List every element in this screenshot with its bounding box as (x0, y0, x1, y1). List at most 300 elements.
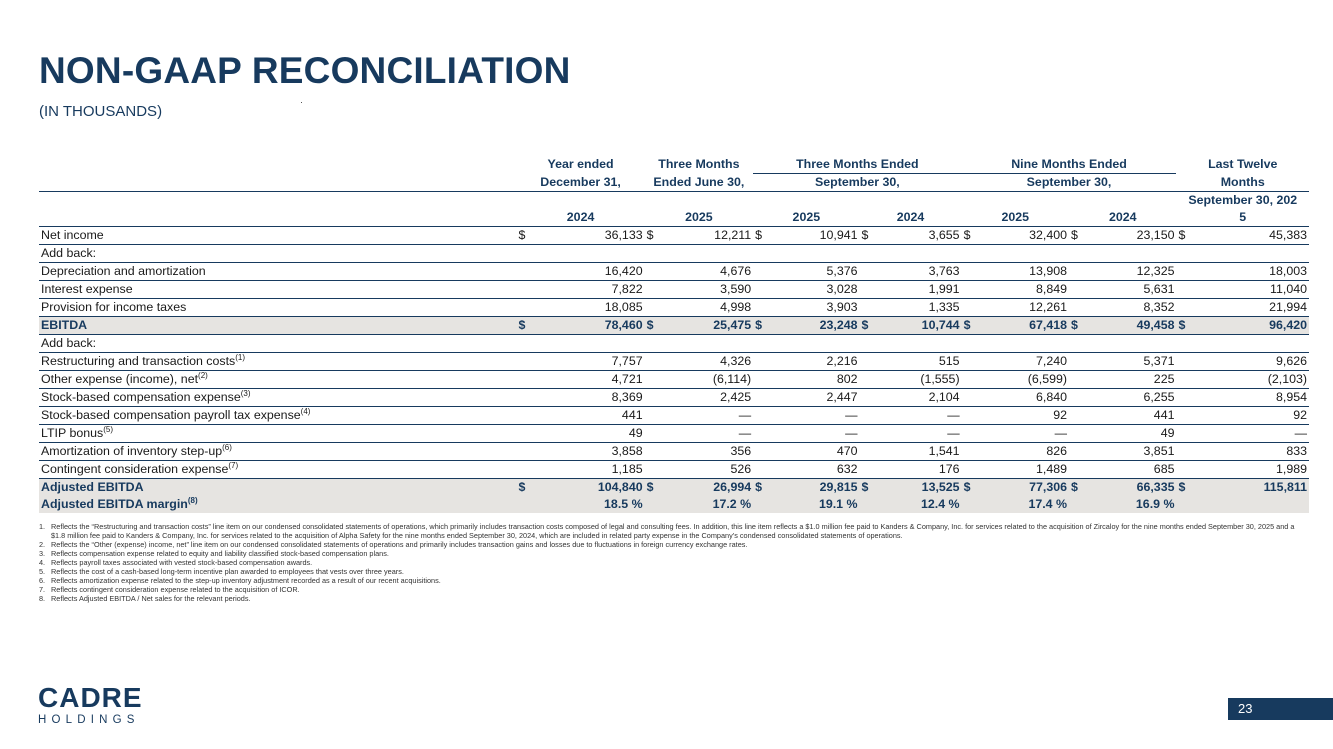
cell-value: 104,840 (540, 479, 644, 497)
table-row (39, 335, 1309, 353)
cell-value: 10,941 (777, 227, 859, 245)
currency-symbol (860, 425, 884, 443)
currency-symbol (962, 461, 986, 479)
currency-symbol (1176, 371, 1200, 389)
currency-symbol (860, 389, 884, 407)
cell-value: 6,840 (985, 389, 1069, 407)
currency-symbol: $ (860, 479, 884, 497)
col-subheader-ltm: Months (1176, 174, 1309, 192)
currency-symbol (1069, 496, 1093, 513)
row-label: Interest expense (39, 281, 517, 299)
currency-symbol (1069, 371, 1093, 389)
table-row (39, 245, 1309, 263)
cell-value: 21,994 (1200, 299, 1309, 317)
currency-symbol (860, 281, 884, 299)
cell-value: 3,763 (883, 263, 961, 281)
row-label: EBITDA (39, 317, 517, 335)
decorative-dot (301, 102, 302, 103)
logo-subtext: HOLDINGS (38, 714, 140, 726)
footnote-text: Reflects the cost of a cash-based long-term incentive plan awarded to employees that vests over three years. (51, 567, 404, 576)
cell-value: — (777, 407, 859, 425)
footnote-number: 1. (39, 522, 46, 531)
cell-value: 526 (668, 461, 753, 479)
footnote-text: Reflects Adjusted EBITDA / Net sales for the relevant periods. (51, 594, 251, 603)
cell-value: 826 (985, 443, 1069, 461)
currency-symbol (1069, 425, 1093, 443)
currency-symbol (645, 299, 669, 317)
currency-symbol (1069, 461, 1093, 479)
currency-symbol: $ (962, 227, 986, 245)
table-row (39, 227, 1309, 245)
currency-symbol (1176, 245, 1200, 263)
row-label: Add back: (39, 335, 517, 353)
cell-value: 3,590 (668, 281, 753, 299)
currency-symbol: $ (517, 317, 541, 335)
cell-value: 66,335 (1093, 479, 1177, 497)
col-subheader-three-months: September 30, (753, 174, 961, 192)
currency-symbol (860, 299, 884, 317)
currency-symbol: $ (1069, 227, 1093, 245)
cell-value (883, 335, 961, 353)
cell-value: 2,447 (777, 389, 859, 407)
currency-symbol (860, 263, 884, 281)
cell-value: 29,815 (777, 479, 859, 497)
currency-symbol: $ (1176, 227, 1200, 245)
currency-symbol: $ (645, 317, 669, 335)
footnote-number: 4. (39, 558, 46, 567)
cell-value: 77,306 (985, 479, 1069, 497)
cell-value (777, 335, 859, 353)
footnote-text: Reflects payroll taxes associated with vested stock-based compensation awards. (51, 558, 313, 567)
cell-value: (6,114) (668, 371, 753, 389)
cell-value: 115,811 (1200, 479, 1309, 497)
cell-value: — (1200, 425, 1309, 443)
cell-value: 356 (668, 443, 753, 461)
cell-value: 6,255 (1093, 389, 1177, 407)
cell-value: 9,626 (1200, 353, 1309, 371)
currency-symbol: $ (517, 227, 541, 245)
currency-symbol (1176, 299, 1200, 317)
table-row (39, 353, 1309, 371)
cell-value (985, 335, 1069, 353)
currency-symbol (962, 263, 986, 281)
page-subtitle: (IN THOUSANDS) (39, 103, 163, 120)
currency-symbol (962, 443, 986, 461)
cell-value: 4,676 (668, 263, 753, 281)
cell-value: (1,555) (883, 371, 961, 389)
currency-symbol (645, 389, 669, 407)
currency-symbol (517, 353, 541, 371)
cell-value: 25,475 (668, 317, 753, 335)
row-label: Amortization of inventory step-$up^{(6)}$ (39, 443, 517, 461)
cell-value: — (668, 425, 753, 443)
currency-symbol (753, 353, 777, 371)
currency-symbol (860, 443, 884, 461)
col-subheader-nine-months: September 30, (962, 174, 1177, 192)
cell-value (1200, 496, 1309, 513)
row-label: Adjusted EBITDA margin$^{(8)}$ (39, 496, 517, 513)
currency-symbol (1176, 353, 1200, 371)
cell-value: 1,335 (883, 299, 961, 317)
currency-symbol (517, 425, 541, 443)
col-header-fy2024: Year ended (547, 157, 614, 172)
currency-symbol (517, 335, 541, 353)
cell-value: 5,631 (1093, 281, 1177, 299)
currency-symbol (860, 461, 884, 479)
cell-value: 8,352 (1093, 299, 1177, 317)
cell-value: 441 (540, 407, 644, 425)
currency-symbol (645, 443, 669, 461)
currency-symbol (1176, 263, 1200, 281)
currency-symbol (962, 389, 986, 407)
cell-value: 92 (985, 407, 1069, 425)
cell-value: 18,085 (540, 299, 644, 317)
row-label: Stock-based compensation payroll tax expense$^{(4)}$ (39, 407, 517, 425)
cell-value: 23,150 (1093, 227, 1177, 245)
cell-value: (2,103) (1200, 371, 1309, 389)
cell-value: 632 (777, 461, 859, 479)
cell-value: 16.9 % (1093, 496, 1177, 513)
col-subheader-q2-2025: Ended June 30, (645, 174, 754, 192)
currency-symbol: $ (860, 317, 884, 335)
currency-symbol (645, 496, 669, 513)
cell-value: 3,851 (1093, 443, 1177, 461)
currency-symbol (1176, 496, 1200, 513)
row-label: Add back: (39, 245, 517, 263)
col-header-q2-2025: Three Months (658, 157, 740, 172)
currency-symbol (645, 425, 669, 443)
currency-symbol (517, 371, 541, 389)
currency-symbol (1069, 299, 1093, 317)
currency-symbol (860, 407, 884, 425)
currency-symbol (753, 461, 777, 479)
cell-value: — (668, 407, 753, 425)
currency-symbol (1176, 407, 1200, 425)
col-year-c2: 2025 (645, 192, 754, 227)
cell-value: 12,261 (985, 299, 1069, 317)
currency-symbol (645, 353, 669, 371)
footnote-item (39, 576, 1301, 585)
cell-value: 4,721 (540, 371, 644, 389)
currency-symbol: $ (1176, 479, 1200, 497)
col-header-nine-months: Nine Months Ended (962, 156, 1177, 174)
footnote-text: Reflects the “Restructuring and transaction costs” line item on our condensed consolidated statements of operations, which primarily includes transaction costs composed of legal and consulting fees. In addition, this line item reflects a $1.0 million fee paid to Kanders & Company, Inc. for services related to the acquisition of Zircaloy for the nine months ended September 30, 2025 and a $1.8 million fee paid to Kanders & Company, Inc. for services related to the acquisition of Alpha Safety for the nine months ended September 30, 2024, which are included in related party expense in the Company’s condensed consolidated statements of operations. (51, 522, 1295, 540)
cell-value: — (883, 407, 961, 425)
currency-symbol: $ (1069, 479, 1093, 497)
cell-value: — (985, 425, 1069, 443)
cell-value (1200, 335, 1309, 353)
cell-value (1093, 245, 1177, 263)
cell-value: 8,369 (540, 389, 644, 407)
cell-value: 12,325 (1093, 263, 1177, 281)
currency-symbol (1069, 353, 1093, 371)
cell-value: 10,744 (883, 317, 961, 335)
currency-symbol (860, 496, 884, 513)
footnote-item (39, 522, 1301, 540)
row-label: Stock-based compensation expense$^{(3)}$ (39, 389, 517, 407)
currency-symbol (517, 461, 541, 479)
currency-symbol (645, 461, 669, 479)
col-year-c1: 2024 (517, 192, 645, 227)
company-logo (38, 684, 148, 726)
cell-value: 685 (1093, 461, 1177, 479)
cell-value: 2,216 (777, 353, 859, 371)
footnote-item (39, 540, 1301, 549)
footnote-text: Reflects amortization expense related to the step-up inventory adjustment recorded as a result of our recent acquisitions. (51, 576, 441, 585)
currency-symbol (753, 335, 777, 353)
currency-symbol (962, 353, 986, 371)
currency-symbol (753, 299, 777, 317)
table-row (39, 461, 1309, 479)
currency-symbol (1069, 389, 1093, 407)
cell-value: 49 (1093, 425, 1177, 443)
cell-value: 441 (1093, 407, 1177, 425)
cell-value: — (777, 425, 859, 443)
cell-value: 3,858 (540, 443, 644, 461)
row-label: Depreciation and amortization (39, 263, 517, 281)
currency-symbol (1069, 335, 1093, 353)
cell-value: 7,757 (540, 353, 644, 371)
cell-value: 92 (1200, 407, 1309, 425)
currency-symbol (1176, 443, 1200, 461)
cell-value: 470 (777, 443, 859, 461)
currency-symbol (753, 263, 777, 281)
currency-symbol (1176, 335, 1200, 353)
footnote-number: 6. (39, 576, 46, 585)
cell-value: 45,383 (1200, 227, 1309, 245)
cell-value: 49,458 (1093, 317, 1177, 335)
currency-symbol (753, 371, 777, 389)
currency-symbol (517, 263, 541, 281)
footnotes (39, 522, 1301, 603)
currency-symbol: $ (753, 227, 777, 245)
currency-symbol (1176, 389, 1200, 407)
footnote-item (39, 567, 1301, 576)
cell-value: 8,849 (985, 281, 1069, 299)
table-row (39, 443, 1309, 461)
currency-symbol (1069, 407, 1093, 425)
cell-value: 833 (1200, 443, 1309, 461)
footnote-text: Reflects the “Other (expense) income, net” line item on our condensed consolidated statements of operations and primarily includes transaction gains and losses due to fluctuations in foreign currency exchange rates. (51, 540, 748, 549)
cell-value: 12,211 (668, 227, 753, 245)
cell-value: 19.1 % (777, 496, 859, 513)
table-row (39, 299, 1309, 317)
currency-symbol: $ (517, 479, 541, 497)
cell-value: 1,541 (883, 443, 961, 461)
cell-value: 7,822 (540, 281, 644, 299)
cell-value: 4,998 (668, 299, 753, 317)
currency-symbol (962, 371, 986, 389)
cell-value (540, 245, 644, 263)
currency-symbol: $ (860, 227, 884, 245)
currency-symbol (753, 389, 777, 407)
page-number: 23 (1228, 698, 1333, 720)
footnote-text: Reflects compensation expense related to equity and liability classified stock-based compensation plans. (51, 549, 389, 558)
cell-value: 17.2 % (668, 496, 753, 513)
currency-symbol: $ (962, 479, 986, 497)
cell-value: 4,326 (668, 353, 753, 371)
row-label: Net income (39, 227, 517, 245)
cell-value: 3,028 (777, 281, 859, 299)
currency-symbol (860, 335, 884, 353)
col-year-c3: 2025 (753, 192, 859, 227)
col-year-c6: 2024 (1069, 192, 1176, 227)
currency-symbol (1176, 281, 1200, 299)
footnote-item (39, 594, 1301, 603)
cell-value: 18,003 (1200, 263, 1309, 281)
cell-value: 1,989 (1200, 461, 1309, 479)
cell-value: — (883, 425, 961, 443)
col-header-ltm: Last Twelve (1208, 157, 1278, 172)
footnote-item (39, 549, 1301, 558)
cell-value: 49 (540, 425, 644, 443)
cell-value (985, 245, 1069, 263)
currency-symbol (517, 496, 541, 513)
cell-value: 32,400 (985, 227, 1069, 245)
cell-value (883, 245, 961, 263)
currency-symbol: $ (645, 227, 669, 245)
currency-symbol (645, 281, 669, 299)
footnote-number: 3. (39, 549, 46, 558)
currency-symbol (860, 371, 884, 389)
table-row (39, 496, 1309, 513)
currency-symbol: $ (1176, 317, 1200, 335)
currency-symbol (517, 407, 541, 425)
currency-symbol (753, 245, 777, 263)
cell-value: 3,903 (777, 299, 859, 317)
footnote-number: 2. (39, 540, 46, 549)
cell-value: (6,599) (985, 371, 1069, 389)
currency-symbol (645, 371, 669, 389)
currency-symbol: $ (962, 317, 986, 335)
cell-value: 96,420 (1200, 317, 1309, 335)
footnote-item (39, 558, 1301, 567)
currency-symbol: $ (1069, 317, 1093, 335)
currency-symbol: $ (645, 479, 669, 497)
cell-value: 8,954 (1200, 389, 1309, 407)
table-row (39, 263, 1309, 281)
cell-value: 5,376 (777, 263, 859, 281)
reconciliation-table (39, 156, 1309, 513)
cell-value: 5,371 (1093, 353, 1177, 371)
cell-value (777, 245, 859, 263)
cell-value: 23,248 (777, 317, 859, 335)
cell-value: 7,240 (985, 353, 1069, 371)
cell-value: 12.4 % (883, 496, 961, 513)
cell-value: 1,991 (883, 281, 961, 299)
cell-value (1200, 245, 1309, 263)
table-row (39, 407, 1309, 425)
currency-symbol (517, 389, 541, 407)
currency-symbol (1069, 263, 1093, 281)
currency-symbol (645, 407, 669, 425)
currency-symbol: $ (753, 479, 777, 497)
row-label: LTIP bonus$^{(5)}$ (39, 425, 517, 443)
cell-value: 67,418 (985, 317, 1069, 335)
currency-symbol (860, 353, 884, 371)
row-label: Restructuring and transaction costs$^{(1)}$ (39, 353, 517, 371)
currency-symbol (517, 299, 541, 317)
table-row (39, 479, 1309, 497)
cell-value: 3,655 (883, 227, 961, 245)
currency-symbol (1069, 443, 1093, 461)
currency-symbol (962, 407, 986, 425)
cell-value (668, 335, 753, 353)
currency-symbol (517, 245, 541, 263)
cell-value: 36,133 (540, 227, 644, 245)
table-row (39, 425, 1309, 443)
footnote-number: 5. (39, 567, 46, 576)
cell-value (540, 335, 644, 353)
currency-symbol (1176, 461, 1200, 479)
cell-value: 1,185 (540, 461, 644, 479)
table-row (39, 317, 1309, 335)
page-title: NON-GAAP RECONCILIATION (39, 50, 571, 91)
currency-symbol (962, 496, 986, 513)
cell-value: 802 (777, 371, 859, 389)
cell-value: 13,908 (985, 263, 1069, 281)
row-label: Adjusted EBITDA (39, 479, 517, 497)
cell-value (668, 245, 753, 263)
cell-value: 2,104 (883, 389, 961, 407)
row-label: Contingent consideration expense$^{(7)}$ (39, 461, 517, 479)
currency-symbol (753, 496, 777, 513)
currency-symbol (753, 407, 777, 425)
currency-symbol (517, 443, 541, 461)
row-label: Other expense (income), net$^{(2)}$ (39, 371, 517, 389)
cell-value: 26,994 (668, 479, 753, 497)
currency-symbol (645, 263, 669, 281)
col-year-c7: September 30, 202 5 (1176, 192, 1309, 227)
cell-value: 225 (1093, 371, 1177, 389)
currency-symbol (645, 245, 669, 263)
currency-symbol (1176, 425, 1200, 443)
currency-symbol (1069, 245, 1093, 263)
footnote-number: 7. (39, 585, 46, 594)
currency-symbol (962, 245, 986, 263)
col-subheader-fy2024: December 31, (517, 174, 645, 192)
currency-symbol (962, 281, 986, 299)
cell-value: 17.4 % (985, 496, 1069, 513)
cell-value: 1,489 (985, 461, 1069, 479)
footnote-text: Reflects contingent consideration expense related to the acquisition of ICOR. (51, 585, 300, 594)
cell-value: 18.5 % (540, 496, 644, 513)
cell-value: 176 (883, 461, 961, 479)
cell-value: 515 (883, 353, 961, 371)
footnote-item (39, 585, 1301, 594)
currency-symbol (1069, 281, 1093, 299)
currency-symbol (645, 335, 669, 353)
footnote-number: 8. (39, 594, 46, 603)
col-year-c5: 2025 (962, 192, 1069, 227)
currency-symbol (962, 335, 986, 353)
col-header-three-months: Three Months Ended (753, 156, 961, 174)
cell-value: 11,040 (1200, 281, 1309, 299)
currency-symbol (517, 281, 541, 299)
currency-symbol (753, 425, 777, 443)
currency-symbol (860, 245, 884, 263)
currency-symbol (753, 443, 777, 461)
cell-value: 16,420 (540, 263, 644, 281)
col-year-c4: 2024 (860, 192, 962, 227)
table-row (39, 371, 1309, 389)
cell-value: 13,525 (883, 479, 961, 497)
cell-value: 2,425 (668, 389, 753, 407)
cell-value (1093, 335, 1177, 353)
row-label: Provision for income taxes (39, 299, 517, 317)
currency-symbol (753, 281, 777, 299)
table-row (39, 281, 1309, 299)
